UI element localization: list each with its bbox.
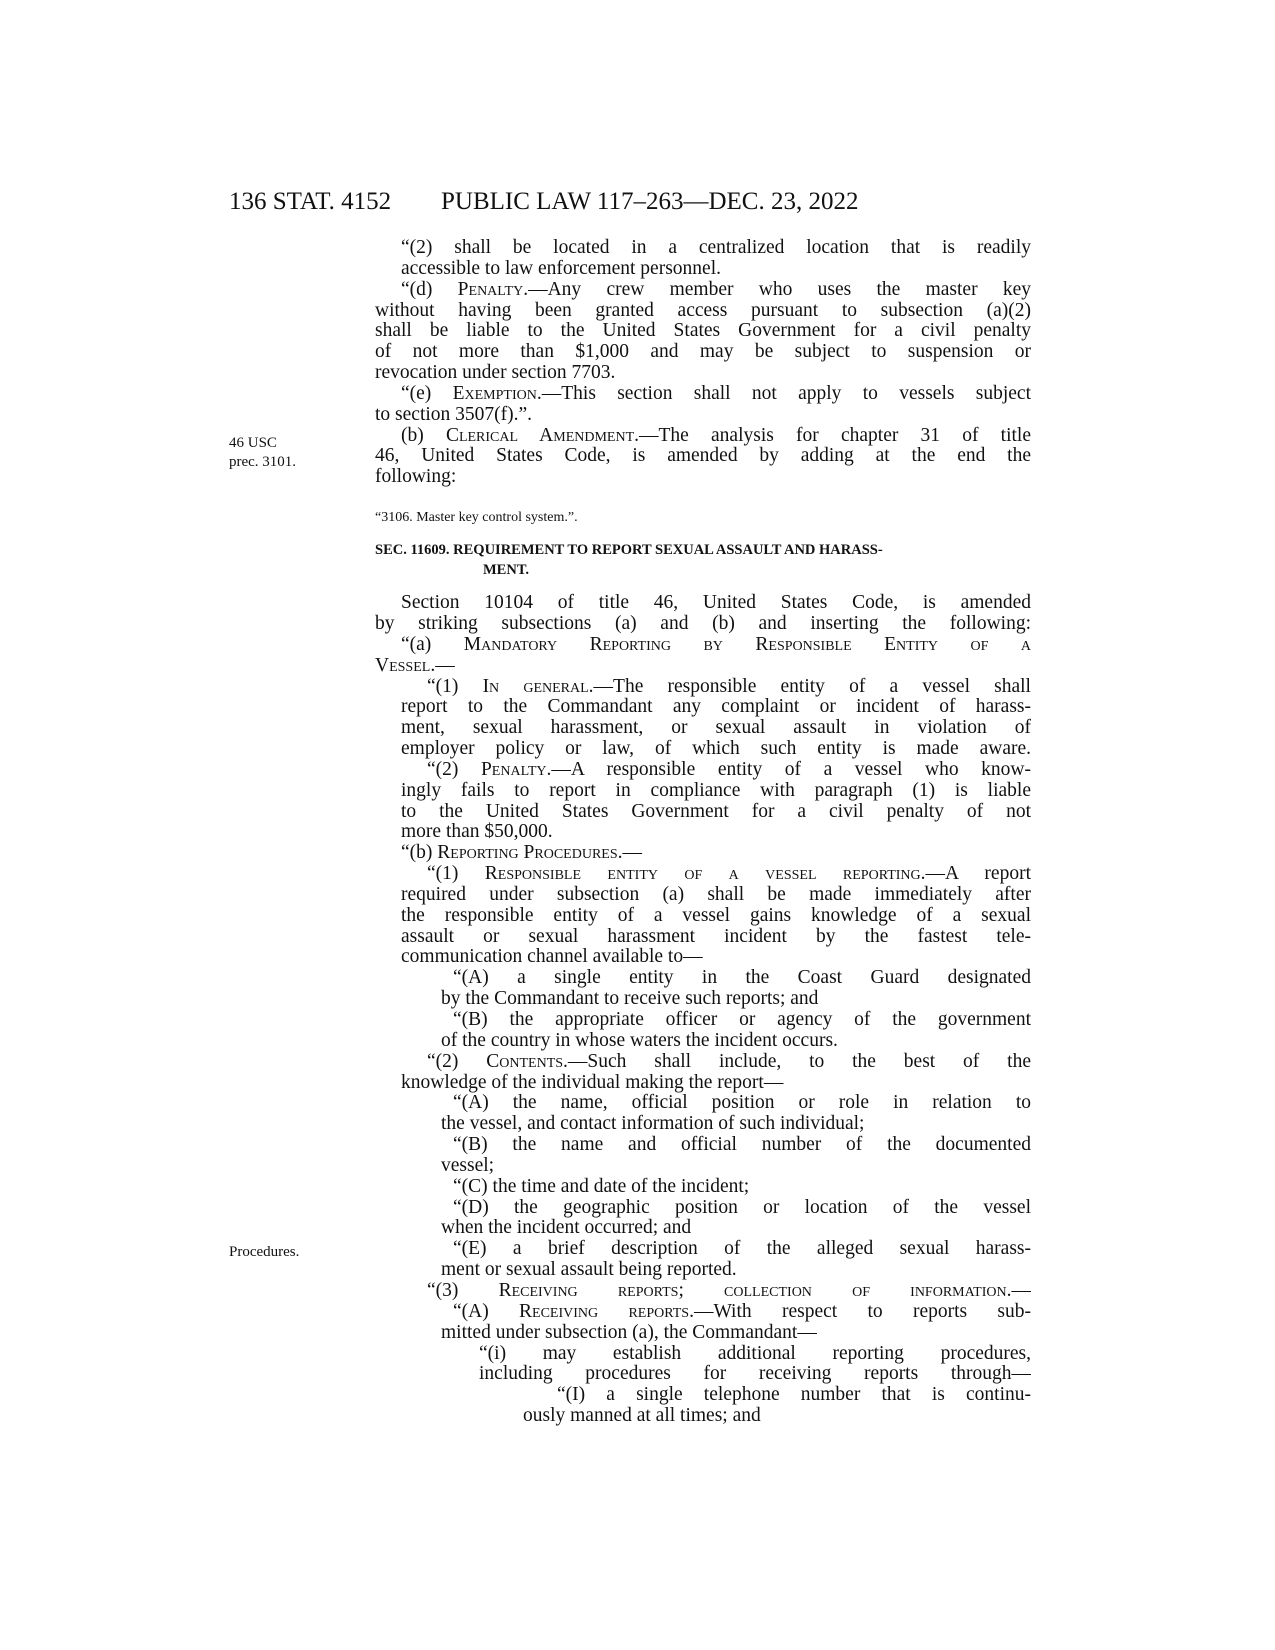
analysis-entry: “3106. Master key control system.”. <box>375 510 578 526</box>
text-line: more than $50,000. <box>401 822 553 843</box>
text-line: mitted under subsection (a), the Commandant— <box>441 1322 817 1343</box>
text-line: when the incident occurred; and <box>441 1218 692 1239</box>
text-line: required under subsection (a) shall be made immediately after <box>401 884 1031 905</box>
paragraph-b2-heading: “(2) Contents.—Such shall include, to the best of the <box>427 1051 1031 1072</box>
text-line: “(I) a single telephone number that is continu- <box>557 1385 1031 1406</box>
text-line: “(C) the time and date of the incident; <box>453 1176 750 1197</box>
subsection-e-heading: “(e) Exemption.—This section shall not apply to vessels subject <box>401 383 1031 404</box>
text-line: following: <box>375 467 457 488</box>
text-line: by the Commandant to receive such reports; and <box>441 989 819 1010</box>
paragraph-2-heading: “(2) Penalty.—A responsible entity of a vessel who know- <box>427 759 1031 780</box>
text-line: “(A) the name, official position or role in relation to <box>453 1093 1031 1114</box>
text-line: by striking subsections (a) and (b) and inserting the following: <box>375 613 1031 634</box>
margin-note-usc <box>229 434 296 472</box>
text-line: revocation under section 7703. <box>375 363 616 384</box>
text-line: report to the Commandant any complaint or incident of harass- <box>401 697 1031 718</box>
text-line: ment or sexual assault being reported. <box>441 1260 737 1281</box>
subsection-b-heading: “(b) Reporting Procedures.— <box>401 843 642 864</box>
text-line: “(D) the geographic position or location of the vessel <box>453 1197 1031 1218</box>
text-line: the responsible entity of a vessel gains knowledge of a sexual <box>401 905 1031 926</box>
text-line: assault or sexual harassment incident by the fastest tele- <box>401 926 1031 947</box>
paragraph-b3-heading: “(3) Receiving reports; collection of information.— <box>427 1280 1031 1301</box>
text-line: communication channel available to— <box>401 947 703 968</box>
text-line: of the country in whose waters the incident occurs. <box>441 1030 838 1051</box>
text-line: without having been granted access pursuant to subsection (a)(2) <box>375 300 1031 321</box>
statute-text <box>375 238 1031 1427</box>
text-line: “(B) the appropriate officer or agency of the government <box>453 1010 1031 1030</box>
text-line: knowledge of the individual making the report— <box>401 1072 784 1093</box>
stat-reference: 136 STAT. 4152 <box>229 188 392 215</box>
subsection-a-heading: “(a) Mandatory Reporting by Responsible Entity of a <box>401 634 1031 655</box>
subparagraph-a-heading: “(A) Receiving reports.—With respect to reports sub- <box>453 1301 1031 1322</box>
text-line: “(B) the name and official number of the documented <box>453 1135 1031 1156</box>
margin-note-usc-line1: 46 USC <box>229 435 277 451</box>
paragraph-1-heading: “(1) In general.—The responsible entity of a vessel shall <box>427 676 1031 697</box>
paragraph-b1-heading: “(1) Responsible entity of a vessel reporting.—A report <box>427 864 1031 885</box>
text-line: vessel; <box>441 1155 495 1176</box>
text-line: including procedures for receiving reports through— <box>479 1364 1031 1385</box>
text-line: to the United States Government for a civil penalty of not <box>401 801 1031 822</box>
text-line: to section 3507(f).”. <box>375 404 533 425</box>
text-line: shall be liable to the United States Government for a civil penalty <box>375 321 1031 342</box>
section-heading-cont: MENT. <box>483 562 530 579</box>
text-line: employer policy or law, of which such entity is made aware. <box>401 739 1031 760</box>
text-line: 46, United States Code, is amended by adding at the end the <box>375 446 1031 467</box>
text-line: “(i) may establish additional reporting procedures, <box>479 1343 1031 1364</box>
text-line: “(A) a single entity in the Coast Guard designated <box>453 968 1031 989</box>
text-line: “(E) a brief description of the alleged sexual harass- <box>453 1239 1031 1260</box>
text-line: “(2) shall be located in a centralized location that is readily <box>401 238 1031 258</box>
subsection-d-heading: “(d) Penalty.—Any crew member who uses the master key <box>401 279 1031 300</box>
text-line: ment, sexual harassment, or sexual assault in violation of <box>401 718 1031 739</box>
section-heading: SEC. 11609. REQUIREMENT TO REPORT SEXUAL ASSAULT AND HARASS- <box>375 542 883 559</box>
law-title: PUBLIC LAW 117–263—DEC. 23, 2022 <box>441 188 859 215</box>
text-line: of not more than $1,000 and may be subject to suspension or <box>375 342 1031 363</box>
margin-note-procedures: Procedures. <box>229 1244 300 1260</box>
text-line: ingly fails to report in compliance with paragraph (1) is liable <box>401 780 1031 801</box>
text-line: accessible to law enforcement personnel. <box>401 258 721 279</box>
margin-note-usc-line2: prec. 3101. <box>229 454 297 470</box>
text-line: ously manned at all times; and <box>523 1406 761 1427</box>
text-line: Section 10104 of title 46, United States Code, is amended <box>401 593 1031 614</box>
subsection-a-heading-cont: Vessel.— <box>375 655 455 676</box>
text-line: the vessel, and contact information of such individual; <box>441 1114 865 1135</box>
clerical-amendment-heading: (b) Clerical Amendment.—The analysis for chapter 31 of title <box>401 425 1031 446</box>
